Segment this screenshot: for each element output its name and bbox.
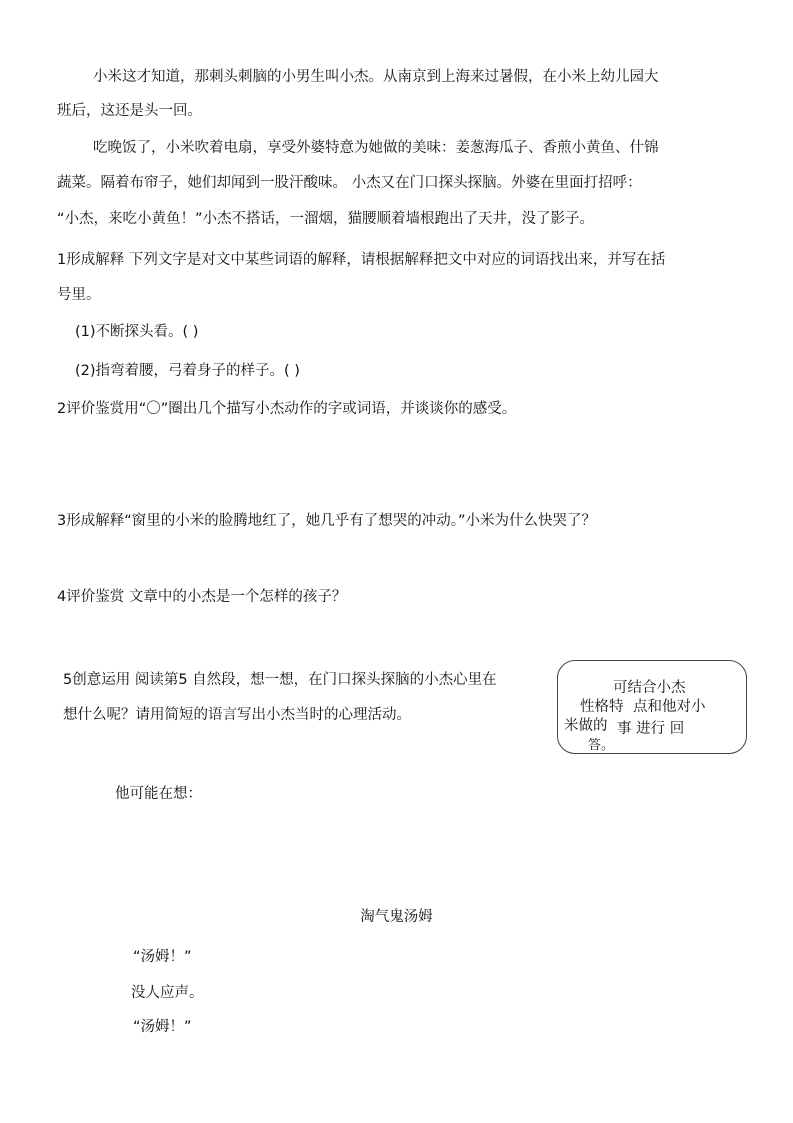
- question-3: 3形成解释“窗里的小米的脸腾地红了，她几乎有了想哭的冲动。”小米为什么快哭了？: [57, 513, 596, 529]
- story-line-1: “汤姆！”: [133, 949, 192, 965]
- hint-line-4: 答。: [588, 738, 615, 753]
- hint-line-1: 可结合小杰: [613, 680, 686, 696]
- question-1-line-1: 1形成解释 下列文字是对文中某些词语的解释，请根据解释把文中对应的词语找出来，并写在括: [57, 252, 666, 268]
- question-1-item-1: (1)不断探头看。( ): [75, 324, 199, 340]
- hint-line-3a: 米做的: [564, 718, 608, 734]
- passage-paragraph-1-line-1: 小米这才知道，那刺头刺脑的小男生叫小杰。从南京到上海来过暑假，在小米上幼儿园大: [93, 69, 659, 85]
- question-5-line-1: 5创意运用 阅读第5 自然段，想一想，在门口探头探脑的小杰心里在: [63, 672, 497, 688]
- hint-line-2b: 点和他对小: [633, 699, 706, 715]
- passage-paragraph-2-line-3: “小杰，来吃小黄鱼！”小杰不搭话，一溜烟，猫腰顺着墙根跑出了天井，没了影子。: [57, 211, 595, 227]
- question-1-line-2: 号里。: [57, 287, 101, 303]
- question-4: 4评价鉴赏 文章中的小杰是一个怎样的孩子？: [57, 589, 347, 605]
- question-5-answer-prompt: 他可能在想：: [115, 786, 202, 802]
- passage-paragraph-2-line-1: 吃晚饭了，小米吹着电扇，享受外婆特意为她做的美味：姜葱海瓜子、香煎小黄鱼、什锦: [93, 140, 659, 156]
- hint-line-3b: 事 进行 回: [617, 721, 685, 737]
- story-line-3: “汤姆！”: [133, 1019, 192, 1035]
- question-5-line-2: 想什么呢？请用简短的语言写出小杰当时的心理活动。: [63, 707, 411, 723]
- question-2: 2评价鉴赏用“〇”圈出几个描写小杰动作的字或词语，并谈谈你的感受。: [57, 401, 517, 417]
- passage-paragraph-2-line-2: 蔬菜。隔着布帘子，她们却闻到一股汗酸味。 小杰又在门口探头探脑。外婆在里面打招呼：: [57, 175, 642, 191]
- story-title: 淘气鬼汤姆: [360, 909, 433, 925]
- passage-paragraph-1-line-2: 班后，这还是头一回。: [57, 103, 202, 119]
- hint-callout: [557, 660, 747, 754]
- story-line-2: 没人应声。: [131, 985, 204, 1001]
- question-1-item-2: (2)指弯着腰，弓着身子的样子。( ): [75, 363, 300, 379]
- hint-line-2a: 性格特: [580, 699, 624, 715]
